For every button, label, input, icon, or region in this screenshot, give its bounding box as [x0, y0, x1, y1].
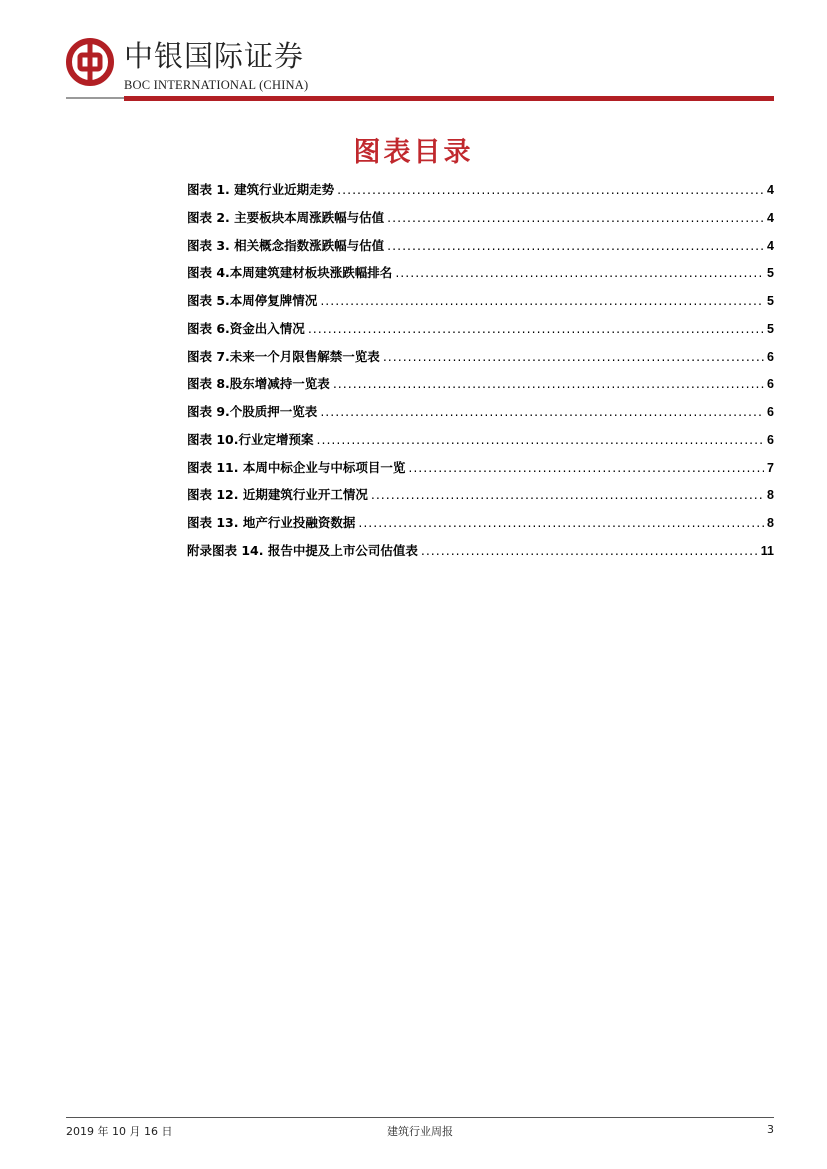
- toc-entry-page[interactable]: 6: [767, 349, 774, 364]
- toc-entry[interactable]: [187, 513, 774, 541]
- toc-entry-page[interactable]: 5: [767, 266, 774, 281]
- footer-rule: [66, 1117, 774, 1118]
- toc-entry-page[interactable]: 4: [767, 183, 774, 197]
- bank-of-china-logo-icon: [66, 38, 114, 86]
- toc-dot-leader: [358, 515, 764, 530]
- toc-entry-label[interactable]: 图表 6.资金出入情况: [187, 320, 305, 336]
- toc-entry[interactable]: [187, 541, 774, 569]
- toc-dot-leader: [395, 265, 764, 280]
- toc-entry-page[interactable]: 5: [767, 321, 774, 336]
- page-footer: [66, 1123, 774, 1139]
- footer-date: 2019 年 10 月 16 日: [66, 1125, 173, 1138]
- toc-dot-leader: [371, 487, 764, 502]
- toc-entry[interactable]: [187, 208, 774, 236]
- toc-dot-leader: [333, 376, 764, 391]
- toc-entry-page[interactable]: 11: [760, 543, 774, 558]
- toc-entry[interactable]: [187, 236, 774, 264]
- toc-dot-leader: [317, 432, 765, 447]
- toc-entry[interactable]: [187, 458, 774, 486]
- toc-entry-label[interactable]: 图表 12. 近期建筑行业开工情况: [187, 487, 368, 503]
- toc-entry-label[interactable]: 图表 7.未来一个月限售解禁一览表: [187, 348, 380, 364]
- toc-entry[interactable]: [187, 374, 774, 402]
- toc-entry-label[interactable]: 图表 13. 地产行业投融资数据: [187, 515, 356, 530]
- toc-entry[interactable]: [187, 485, 774, 513]
- toc-entry[interactable]: [187, 291, 774, 319]
- toc-entry[interactable]: [187, 347, 774, 375]
- toc-entry-label[interactable]: 图表 3. 相关概念指数涨跌幅与估值: [187, 237, 385, 253]
- toc-entry-label[interactable]: 图表 10.行业定增预案: [187, 431, 314, 447]
- toc-dot-leader: [320, 404, 764, 419]
- toc-entry[interactable]: [187, 180, 774, 208]
- toc-entry-page[interactable]: 8: [767, 488, 774, 503]
- table-of-figures: [187, 180, 774, 569]
- toc-entry-label[interactable]: 图表 2. 主要板块本周涨跌幅与估值: [187, 209, 385, 225]
- toc-entry-label[interactable]: 图表 4.本周建筑建材板块涨跌幅排名: [187, 265, 393, 281]
- toc-entry-page[interactable]: 8: [767, 516, 774, 530]
- toc-entry-page[interactable]: 6: [767, 377, 774, 392]
- toc-title: 图表目录: [353, 137, 474, 168]
- toc-entry[interactable]: [187, 263, 774, 291]
- footer-report-name: 建筑行业周报: [387, 1125, 453, 1138]
- toc-dot-leader: [421, 543, 758, 558]
- page-header: [66, 36, 774, 102]
- toc-dot-leader: [337, 182, 764, 197]
- toc-entry-page[interactable]: 4: [767, 238, 774, 253]
- toc-entry-page[interactable]: 4: [767, 210, 774, 225]
- toc-entry-label[interactable]: 图表 8.股东增减持一览表: [187, 376, 330, 392]
- toc-dot-leader: [320, 293, 764, 308]
- toc-entry[interactable]: [187, 319, 774, 347]
- toc-entry-page[interactable]: 7: [767, 460, 774, 475]
- footer-page-number: 3: [767, 1123, 774, 1136]
- toc-dot-leader: [383, 349, 764, 364]
- toc-entry-label[interactable]: 图表 11. 本周中标企业与中标项目一览: [187, 459, 406, 475]
- toc-entry[interactable]: [187, 430, 774, 458]
- header-rule-red: [124, 96, 774, 101]
- brand-name-en: BOC INTERNATIONAL (CHINA): [124, 78, 309, 92]
- toc-dot-leader: [308, 321, 764, 336]
- toc-entry-page[interactable]: 5: [767, 294, 774, 308]
- toc-entry-label[interactable]: 图表 9.个股质押一览表: [187, 404, 318, 419]
- toc-entry-label[interactable]: 附录图表 14. 报告中提及上市公司估值表: [187, 542, 418, 558]
- toc-entry[interactable]: [187, 402, 774, 430]
- toc-entry-label[interactable]: 图表 5.本周停复牌情况: [187, 293, 318, 308]
- toc-dot-leader: [408, 460, 764, 475]
- toc-entry-page[interactable]: 6: [767, 405, 774, 419]
- toc-entry-label[interactable]: 图表 1. 建筑行业近期走势: [187, 182, 335, 197]
- toc-dot-leader: [387, 210, 764, 225]
- toc-dot-leader: [387, 238, 764, 253]
- toc-entry-page[interactable]: 6: [767, 432, 774, 447]
- brand-name-cn: 中银国际证券: [124, 39, 305, 73]
